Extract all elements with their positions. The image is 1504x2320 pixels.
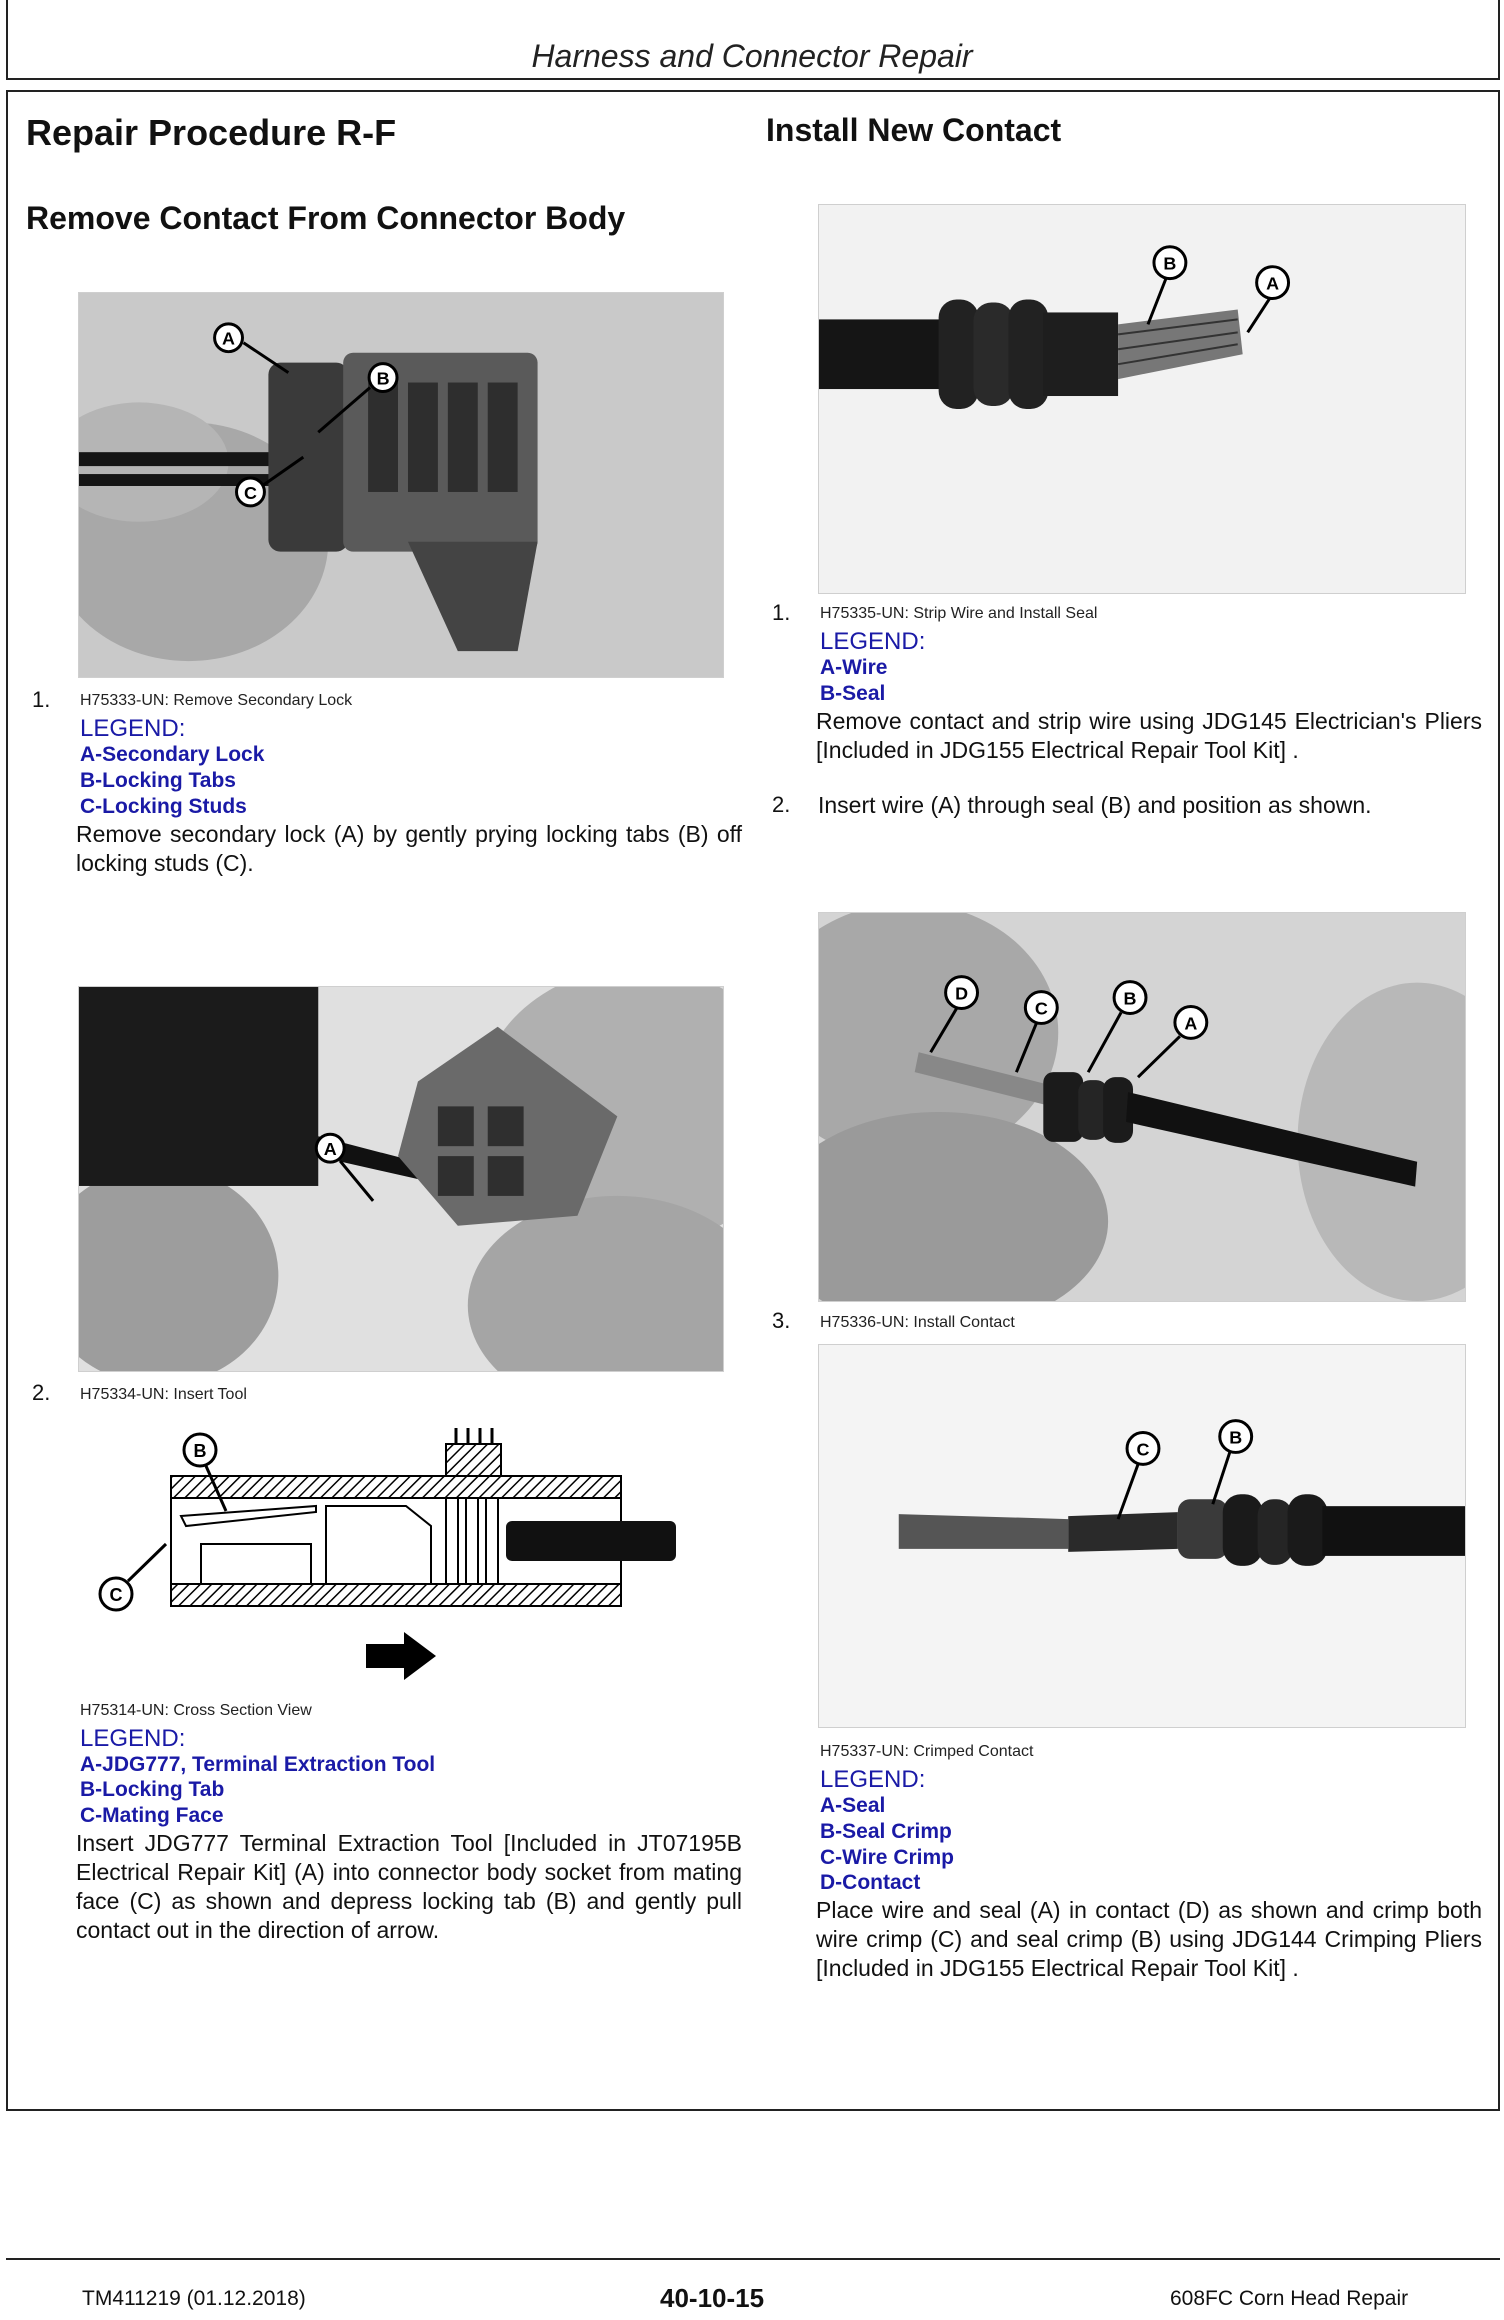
legend-item: A-Seal bbox=[820, 1794, 886, 1817]
figure-caption: H75337-UN: Crimped Contact bbox=[820, 1743, 1034, 1760]
instruction-text: Remove contact and strip wire using JDG145 Electrician's Pliers [Included in JDG155 Electrical Repair Tool Kit] . bbox=[816, 708, 1482, 763]
figure-caption: H75336-UN: Install Contact bbox=[820, 1314, 1015, 1331]
legend-item: A-Secondary Lock bbox=[80, 743, 265, 766]
callout-d: D bbox=[955, 983, 969, 1004]
legend-item: A-Wire bbox=[820, 656, 888, 679]
callout-c: C bbox=[109, 1585, 123, 1605]
figure-number: 2. bbox=[32, 1380, 51, 1405]
callout-b: B bbox=[376, 368, 390, 389]
figure-number: 1. bbox=[772, 600, 791, 625]
photo-remove-secondary-lock bbox=[78, 292, 724, 678]
photo-insert-tool bbox=[78, 986, 724, 1372]
callout-a: A bbox=[222, 328, 236, 349]
callout-b: B bbox=[1163, 253, 1177, 274]
callout-a: A bbox=[1184, 1013, 1198, 1034]
photo-install-contact bbox=[818, 912, 1466, 1302]
photo-crimped-contact bbox=[818, 1344, 1466, 1728]
figure-caption: H75314-UN: Cross Section View bbox=[80, 1702, 312, 1719]
footer-manual-title: 608FC Corn Head Repair bbox=[1170, 2287, 1409, 2310]
callout-c: C bbox=[243, 482, 257, 503]
legend-item: B-Locking Tabs bbox=[80, 769, 236, 792]
page-header-title: Harness and Connector Repair bbox=[531, 38, 973, 74]
legend-item: A-JDG777, Terminal Extraction Tool bbox=[80, 1753, 436, 1776]
callout-c: C bbox=[1136, 1439, 1150, 1460]
step-number: 2. bbox=[772, 792, 791, 817]
callout-b: B bbox=[1229, 1427, 1243, 1448]
step-text: Insert wire (A) through seal (B) and position as shown. bbox=[818, 792, 1372, 818]
cross-section-diagram bbox=[86, 1426, 686, 1686]
figure-number: 1. bbox=[32, 687, 51, 712]
instruction-text: Place wire and seal (A) in contact (D) as shown and crimp both wire crimp (C) and seal crimp (B) using JDG144 Crimping Pliers [Included in JDG155 Electrical Repair Tool Kit] . bbox=[816, 1897, 1482, 1981]
callout-b: B bbox=[1123, 988, 1137, 1009]
legend-title: LEGEND: bbox=[820, 1766, 926, 1793]
legend-item: B-Seal Crimp bbox=[820, 1820, 952, 1843]
figure-caption: H75334-UN: Insert Tool bbox=[80, 1386, 247, 1403]
legend-item: D-Contact bbox=[820, 1871, 921, 1894]
procedure-title: Repair Procedure R-F bbox=[26, 112, 397, 153]
legend-item: B-Locking Tab bbox=[80, 1778, 225, 1801]
callout-a: A bbox=[1266, 273, 1280, 294]
footer-rule bbox=[6, 2258, 1500, 2260]
legend-title: LEGEND: bbox=[820, 628, 926, 655]
legend-title: LEGEND: bbox=[80, 1725, 186, 1752]
callout-c: C bbox=[1034, 998, 1048, 1019]
section-title-install: Install New Contact bbox=[766, 112, 1062, 148]
figure-caption: H75333-UN: Remove Secondary Lock bbox=[80, 692, 353, 709]
legend-item: B-Seal bbox=[820, 682, 886, 705]
photo-strip-wire-seal bbox=[818, 204, 1466, 594]
figure-number: 3. bbox=[772, 1308, 791, 1333]
legend-title: LEGEND: bbox=[80, 715, 186, 742]
callout-a: A bbox=[323, 1139, 337, 1160]
footer-page-number: 40-10-15 bbox=[660, 2283, 765, 2313]
footer-doc-id: TM411219 (01.12.2018) bbox=[82, 2287, 306, 2310]
instruction-text: Remove secondary lock (A) by gently prying locking tabs (B) off locking studs (C). bbox=[76, 821, 742, 876]
figure-caption: H75335-UN: Strip Wire and Install Seal bbox=[820, 605, 1098, 622]
legend-item: C-Wire Crimp bbox=[820, 1846, 954, 1869]
callout-b: B bbox=[193, 1441, 207, 1461]
legend-item: C-Locking Studs bbox=[80, 795, 247, 818]
section-title-remove: Remove Contact From Connector Body bbox=[26, 200, 626, 236]
instruction-text: Insert JDG777 Terminal Extraction Tool [Included in JT07195B Electrical Repair Kit] (A) into connector body socket from mating face (C) as shown and depress locking tab (B) and gently pull contact out in the direction of arrow. bbox=[76, 1830, 742, 1943]
legend-item: C-Mating Face bbox=[80, 1804, 224, 1827]
